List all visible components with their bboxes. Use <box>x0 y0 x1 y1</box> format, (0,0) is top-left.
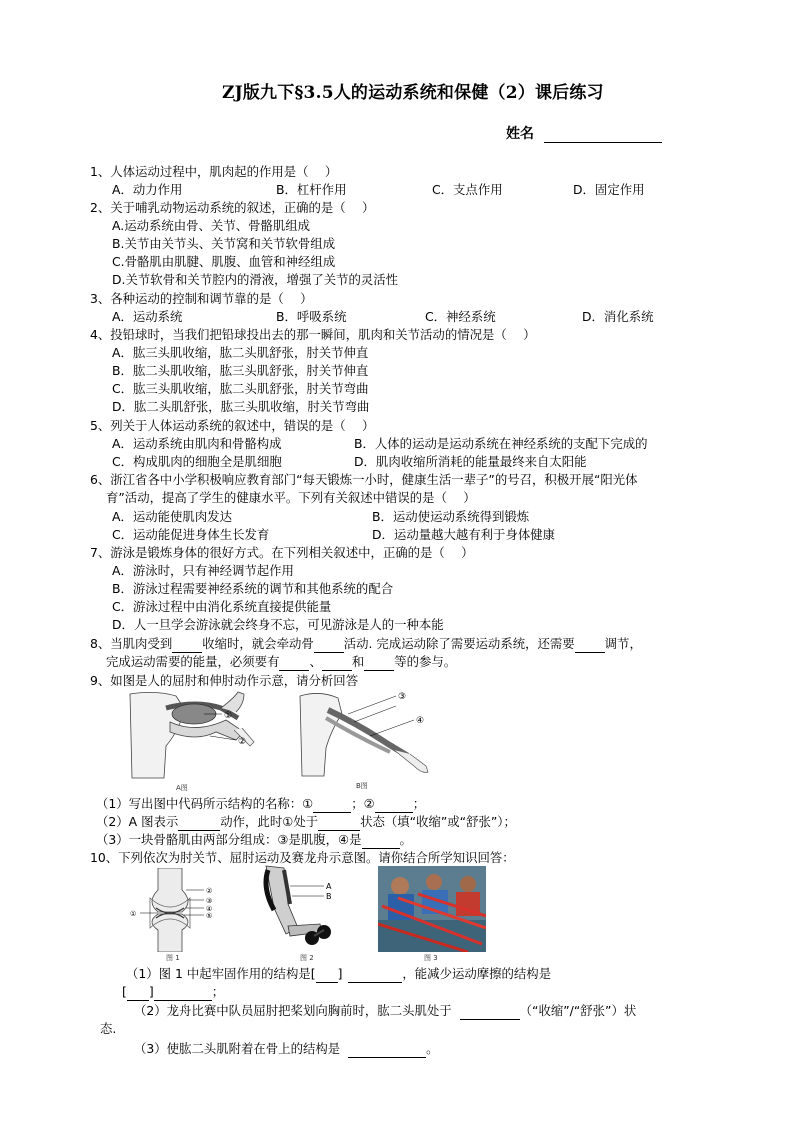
q10-blank-4[interactable] <box>154 986 212 1001</box>
figure-a-caption: A图 <box>176 784 188 792</box>
q5-option-c: C．构成肌肉的细胞全是肌细胞 <box>112 454 282 469</box>
arm-flex-figure-a <box>126 688 276 780</box>
q6-option-d: D．运动量越大越有利于身体健康 <box>372 527 556 542</box>
q10-blank-1[interactable] <box>316 968 338 983</box>
name-field: 姓名 <box>506 123 662 143</box>
q3-option-c: C．神经系统 <box>425 309 496 324</box>
figure-1-label-2: ② <box>206 887 213 895</box>
q8-blank-6[interactable] <box>364 656 394 671</box>
q9-sub2: （2）A 图表示 动作，此时①处于 状态（填“收缩”或“舒张”）； <box>96 814 516 829</box>
arm-dumbbell-figure-2 <box>254 864 354 954</box>
q2-option-b: B.关节由关节头、关节窝和关节软骨组成 <box>112 236 336 251</box>
q1-option-d: D．固定作用 <box>573 182 645 197</box>
elbow-joint-figure-1 <box>128 868 226 952</box>
q6-option-b: B．运动使运动系统得到锻炼 <box>372 509 530 524</box>
q6-option-a: A．运动能使肌肉发达 <box>112 509 232 524</box>
q3-option-a: A．运动系统 <box>112 309 183 324</box>
q8-blank-1[interactable] <box>172 638 202 653</box>
figure-2-label-b: B <box>326 892 332 901</box>
q10-blank-6[interactable] <box>348 1043 426 1058</box>
q4-option-a: A．肱三头肌收缩，肱二头肌舒张，肘关节伸直 <box>112 345 369 360</box>
q7-option-a: A．游泳时，只有神经调节起作用 <box>112 563 294 578</box>
q8-blank-5[interactable] <box>322 656 352 671</box>
q8-blank-4[interactable] <box>279 656 309 671</box>
figure-1-label-4: ④ <box>206 905 213 913</box>
name-blank[interactable] <box>544 128 662 143</box>
q1-stem: 1、人体运动过程中，肌肉起的作用是（ ） <box>90 164 338 179</box>
arm-extend-figure-b <box>298 688 438 778</box>
figure-1-caption: 图 1 <box>166 954 180 962</box>
figure-a-label-2: ② <box>238 737 247 747</box>
figure-b-label-4: ④ <box>416 716 425 726</box>
q8-blank-3[interactable] <box>575 638 605 653</box>
page-title: ZJ版九下§3.5人的运动系统和保健（2）课后练习 <box>222 83 604 103</box>
q5-option-b: B．人体的运动是运动系统在神经系统的支配下完成的 <box>354 436 648 451</box>
q9-sub1: （1）写出图中代码所示结构的名称：① ；② ； <box>96 796 426 811</box>
q2-option-d: D.关节软骨和关节腔内的滑液，增强了关节的灵活性 <box>112 272 399 287</box>
q10-sub2-line2: 态. <box>100 1021 117 1036</box>
q9-blank-1[interactable] <box>313 798 351 813</box>
q9-stem: 9、如图是人的屈肘和伸肘动作示意，请分析回答 <box>90 673 359 688</box>
q1-option-c: C．支点作用 <box>432 182 503 197</box>
q8-line2: 完成运动需要的能量，必须要有 、 和 等的参与。 <box>106 654 457 669</box>
q3-stem: 3、各种运动的控制和调节靠的是（ ） <box>90 291 313 306</box>
q10-stem: 10、下列依次为肘关节、屈肘运动及赛龙舟示意图。请你结合所学知识回答： <box>90 850 515 865</box>
q4-option-d: D．肱二头肌舒张，肱三头肌收缩，肘关节弯曲 <box>112 399 370 414</box>
q3-option-b: B．呼吸系统 <box>276 309 347 324</box>
q10-blank-3[interactable] <box>127 986 149 1001</box>
dragon-boat-photo-figure-3 <box>378 866 486 952</box>
q7-stem: 7、游泳是锻炼身体的很好方式。在下列相关叙述中，正确的是（ ） <box>90 545 474 560</box>
q7-option-d: D．人一旦学会游泳就会终身不忘，可见游泳是人的一种本能 <box>112 617 444 632</box>
q10-sub1-line2: [ ] ； <box>122 984 225 999</box>
q4-option-c: C．肱三头肌收缩，肱二头肌舒张，肘关节弯曲 <box>112 381 369 396</box>
figure-1-label-5: ⑤ <box>206 912 213 920</box>
q4-option-b: B．肱二头肌收缩，肱三头肌舒张，肘关节伸直 <box>112 363 369 378</box>
q7-option-b: B．游泳过程需要神经系统的调节和其他系统的配合 <box>112 581 394 596</box>
q2-option-a: A.运动系统由骨、关节、骨骼肌组成 <box>112 218 311 233</box>
q10-sub2-line1: （2）龙舟比赛中队员屈肘把桨划向胸前时，肱二头肌处于 （“收缩”/“舒张”）状 <box>134 1003 637 1018</box>
q6-stem-line1: 6、浙江省各中小学积极响应教育部门“每天锻炼一小时，健康生活一辈子”的号召，积极开展“阳光体 <box>90 472 638 487</box>
q10-sub1-line1: （1）图 1 中起牢固作用的结构是[ ] ，能减少运动摩擦的结构是 <box>126 966 552 981</box>
q9-blank-2[interactable] <box>375 798 413 813</box>
figure-b-caption: B图 <box>356 782 368 790</box>
figure-1-label-1: ① <box>130 910 137 918</box>
q8-line1: 8、当肌肉受到 收缩时，就会牵动骨 活动. 完成运动除了需要运动系统，还需要 调节， <box>90 636 642 651</box>
q1-option-a: A．动力作用 <box>112 182 183 197</box>
q2-option-c: C.骨骼肌由肌腱、肌腹、血管和神经组成 <box>112 254 336 269</box>
q8-blank-2[interactable] <box>314 638 344 653</box>
q9-blank-5[interactable] <box>362 834 400 849</box>
q10-blank-5[interactable] <box>460 1005 520 1020</box>
q9-blank-3[interactable] <box>178 816 220 831</box>
q1-option-b: B．杠杆作用 <box>276 182 347 197</box>
q5-option-a: A．运动系统由肌肉和骨骼构成 <box>112 436 282 451</box>
q10-sub3: （3）使肱二头肌附着在骨上的结构是 。 <box>134 1041 439 1056</box>
figure-2-label-a: A <box>326 882 332 891</box>
figure-b-label-3: ③ <box>398 692 407 702</box>
figure-3-caption: 图 3 <box>424 954 438 962</box>
q10-blank-2[interactable] <box>348 968 402 983</box>
q4-stem: 4、投铅球时，当我们把铅球投出去的那一瞬间，肌肉和关节活动的情况是（ ） <box>90 327 536 342</box>
figure-a-label-1: ① <box>224 711 233 721</box>
q2-stem: 2、关于哺乳动物运动系统的叙述，正确的是（ ） <box>90 200 375 215</box>
figure-1-label-3: ③ <box>206 897 213 905</box>
q5-option-d: D．肌肉收缩所消耗的能量最终来自太阳能 <box>354 454 587 469</box>
q5-stem: 5、列关于人体运动系统的叙述中，错误的是（ ） <box>90 418 375 433</box>
q7-option-c: C．游泳过程中由消化系统直接提供能量 <box>112 599 332 614</box>
q9-blank-4[interactable] <box>318 816 360 831</box>
figure-2-caption: 图 2 <box>300 954 314 962</box>
q6-option-c: C．运动能促进身体生长发育 <box>112 527 270 542</box>
q3-option-d: D．消化系统 <box>582 309 654 324</box>
q6-stem-line2: 育”活动，提高了学生的健康水平。下列有关叙述中错误的是（ ） <box>106 490 476 505</box>
q9-sub3: （3）一块骨骼肌由两部分组成：③是肌腹，④是 。 <box>96 832 412 847</box>
